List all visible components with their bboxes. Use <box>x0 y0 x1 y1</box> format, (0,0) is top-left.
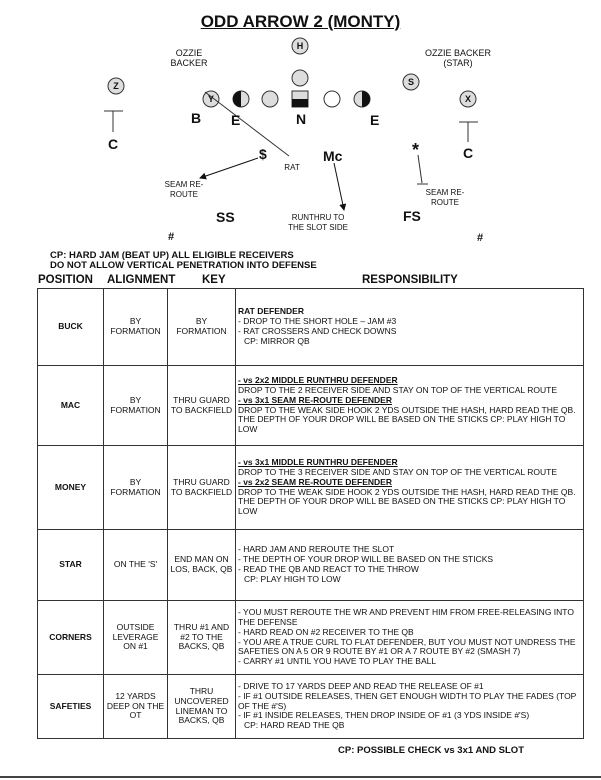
ball-circle <box>292 70 308 86</box>
hash-right: # <box>476 232 484 244</box>
alignment-cell: OUTSIDE LEVERAGE ON #1 <box>104 601 168 675</box>
seam-reroute-right-label: SEAM RE-ROUTE <box>425 188 465 207</box>
alignment-cell: 12 YARDS DEEP ON THE OT <box>104 675 168 739</box>
dollar-label: $ <box>259 146 267 162</box>
x-label: X <box>464 94 471 104</box>
ss-label: SS <box>216 209 235 225</box>
resp-line: - YOU ARE A TRUE CURL TO FLAT DEFENDER, BUT YOU MUST NOT UNDRESS THE SAFETIES ON A 5 OR 9 ROUTE BY #1 OR A 7 ROUTE BY #2 (SMASH 7) <box>238 636 576 657</box>
position-cell: MAC <box>38 366 104 446</box>
z-label: Z <box>113 81 119 91</box>
header-key: KEY <box>202 274 226 286</box>
header-responsibility: RESPONSIBILITY <box>362 274 458 286</box>
s-label: S <box>407 77 414 87</box>
nose-square <box>292 91 308 107</box>
resp-line: CP: MIRROR QB <box>244 335 310 346</box>
header-position: POSITION <box>38 274 93 286</box>
resp-line: - HARD JAM AND REROUTE THE SLOT <box>238 544 395 555</box>
fs-label: FS <box>403 208 421 224</box>
end-right-half <box>354 91 370 107</box>
resp-heading: - vs 2x2 MIDDLE RUNTHRU DEFENDER <box>238 375 398 386</box>
responsibility-cell <box>236 289 584 366</box>
position-cell: MONEY <box>38 446 104 530</box>
resp-line: - RAT CROSSERS AND CHECK DOWNS <box>238 326 397 336</box>
resp-line: DROP TO THE 3 RECEIVER SIDE AND STAY ON TOP OF THE VERTICAL ROUTE <box>238 466 557 477</box>
table-row <box>38 675 584 739</box>
rat-label: RAT <box>284 163 300 172</box>
resp-line: - DROP TO THE SHORT HOLE – JAM #3 <box>238 316 397 327</box>
resp-heading: - vs 3x1 SEAM RE-ROUTE DEFENDER <box>238 394 392 405</box>
resp-heading: - vs 3x1 MIDDLE RUNTHRU DEFENDER <box>238 457 398 468</box>
footer-note: CP: POSSIBLE CHECK vs 3x1 AND SLOT <box>338 745 524 756</box>
key-cell: THRU GUARD TO BACKFIELD <box>168 446 236 530</box>
alignment-cell: BY FORMATION <box>104 289 168 366</box>
resp-line: CP: HARD READ THE QB <box>244 720 345 731</box>
alignment-cell: BY FORMATION <box>104 446 168 530</box>
resp-line: - DRIVE TO 17 YARDS DEEP AND READ THE RELEASE OF #1 <box>238 681 484 691</box>
alignment-cell: ON THE 'S' <box>104 530 168 601</box>
hash-left: # <box>167 231 175 243</box>
seam-reroute-left-label: SEAM RE-ROUTE <box>164 180 204 199</box>
b-label: B <box>191 110 202 126</box>
resp-heading: - vs 2x2 SEAM RE-ROUTE DEFENDER <box>238 476 392 487</box>
key-cell: BY FORMATION <box>168 289 236 366</box>
position-cell: SAFETIES <box>38 675 104 739</box>
resp-line: DROP TO THE WEAK SIDE HOOK 2 YDS OUTSIDE THE HASH, HARD READ THE QB. THE DEPTH OF YOUR DROP WILL BE BASED ON THE STICKS CP: PLAY HIGH TO LOW <box>238 404 576 435</box>
key-cell: THRU GUARD TO BACKFIELD <box>168 366 236 446</box>
ozzie-backer-right-label: OZZIE BACKER (STAR) <box>424 48 491 68</box>
resp-line: - READ THE QB AND REACT TO THE THROW <box>238 564 419 574</box>
resp-line: - IF #1 INSIDE RELEASES, THEN DROP INSIDE OF #1 (3 YDS INSIDE #'S) <box>238 710 530 721</box>
responsibility-cell <box>236 675 584 739</box>
responsibility-cell <box>236 366 584 446</box>
key-cell: END MAN ON LOS, BACK, QB <box>168 530 236 601</box>
cp-line-2: DO NOT ALLOW VERTICAL PENETRATION INTO DEFENSE <box>50 260 317 271</box>
responsibility-table <box>37 288 584 739</box>
position-cell: BUCK <box>38 289 104 366</box>
responsibility-cell <box>236 530 584 601</box>
table-row <box>38 446 584 530</box>
n-label: N <box>296 111 307 127</box>
bottom-divider <box>0 776 601 778</box>
e-right-label: E <box>370 112 380 128</box>
table-row <box>38 530 584 601</box>
resp-heading: RAT DEFENDER <box>238 306 304 317</box>
h-label: H <box>296 41 304 51</box>
guard-left-circle <box>262 91 278 107</box>
position-cell: STAR <box>38 530 104 601</box>
resp-line: - HARD READ ON #2 RECEIVER TO THE QB <box>238 626 414 637</box>
table-row <box>38 366 584 446</box>
position-cell: CORNERS <box>38 601 104 675</box>
page-title: ODD ARROW 2 (MONTY) <box>200 12 401 31</box>
end-left-half <box>233 91 249 107</box>
ozzie-backer-left-label: OZZIE BACKER <box>170 48 208 68</box>
key-cell: THRU #1 AND #2 TO THE BACKS, QB <box>168 601 236 675</box>
resp-line: - IF #1 OUTSIDE RELEASES, THEN GET ENOUGH WIDTH TO PLAY THE FADES (TOP OF THE #'S) <box>238 690 577 711</box>
mc-label: Mc <box>323 148 343 164</box>
alignment-cell: BY FORMATION <box>104 366 168 446</box>
c-left-label: C <box>108 136 119 152</box>
responsibility-cell <box>236 446 584 530</box>
e-left-label: E <box>231 112 241 128</box>
key-cell: THRU UNCOVERED LINEMAN TO BACKS, QB <box>168 675 236 739</box>
y-label: Y <box>207 94 214 104</box>
star-label: * <box>412 140 420 160</box>
resp-line: CP: PLAY HIGH TO LOW <box>244 573 341 584</box>
resp-line: DROP TO THE 2 RECEIVER SIDE AND STAY ON TOP OF THE VERTICAL ROUTE <box>238 384 557 395</box>
table-row <box>38 601 584 675</box>
responsibility-cell <box>236 601 584 675</box>
header-alignment: ALIGNMENT <box>107 274 176 286</box>
resp-line: DROP TO THE WEAK SIDE HOOK 2 YDS OUTSIDE THE HASH, HARD READ THE QB. THE DEPTH OF YOUR DROP WILL BE BASED ON THE STICKS CP: PLAY HIGH TO LOW <box>238 486 576 517</box>
resp-line: - THE DEPTH OF YOUR DROP WILL BE BASED ON THE STICKS <box>238 554 494 565</box>
c-right-label: C <box>463 145 474 161</box>
runthru-label: RUNTHRU TO THE SLOT SIDE <box>288 213 348 232</box>
table-row <box>38 289 584 366</box>
cp-line-1: CP: HARD JAM (BEAT UP) ALL ELIGIBLE RECEIVERS <box>50 250 294 261</box>
resp-line: - CARRY #1 UNTIL YOU HAVE TO PLAY THE BALL <box>238 656 437 667</box>
resp-line: - YOU MUST REROUTE THE WR AND PREVENT HIM FROM FREE-RELEASING INTO THE DEFENSE <box>238 607 574 627</box>
guard-right-circle <box>324 91 340 107</box>
